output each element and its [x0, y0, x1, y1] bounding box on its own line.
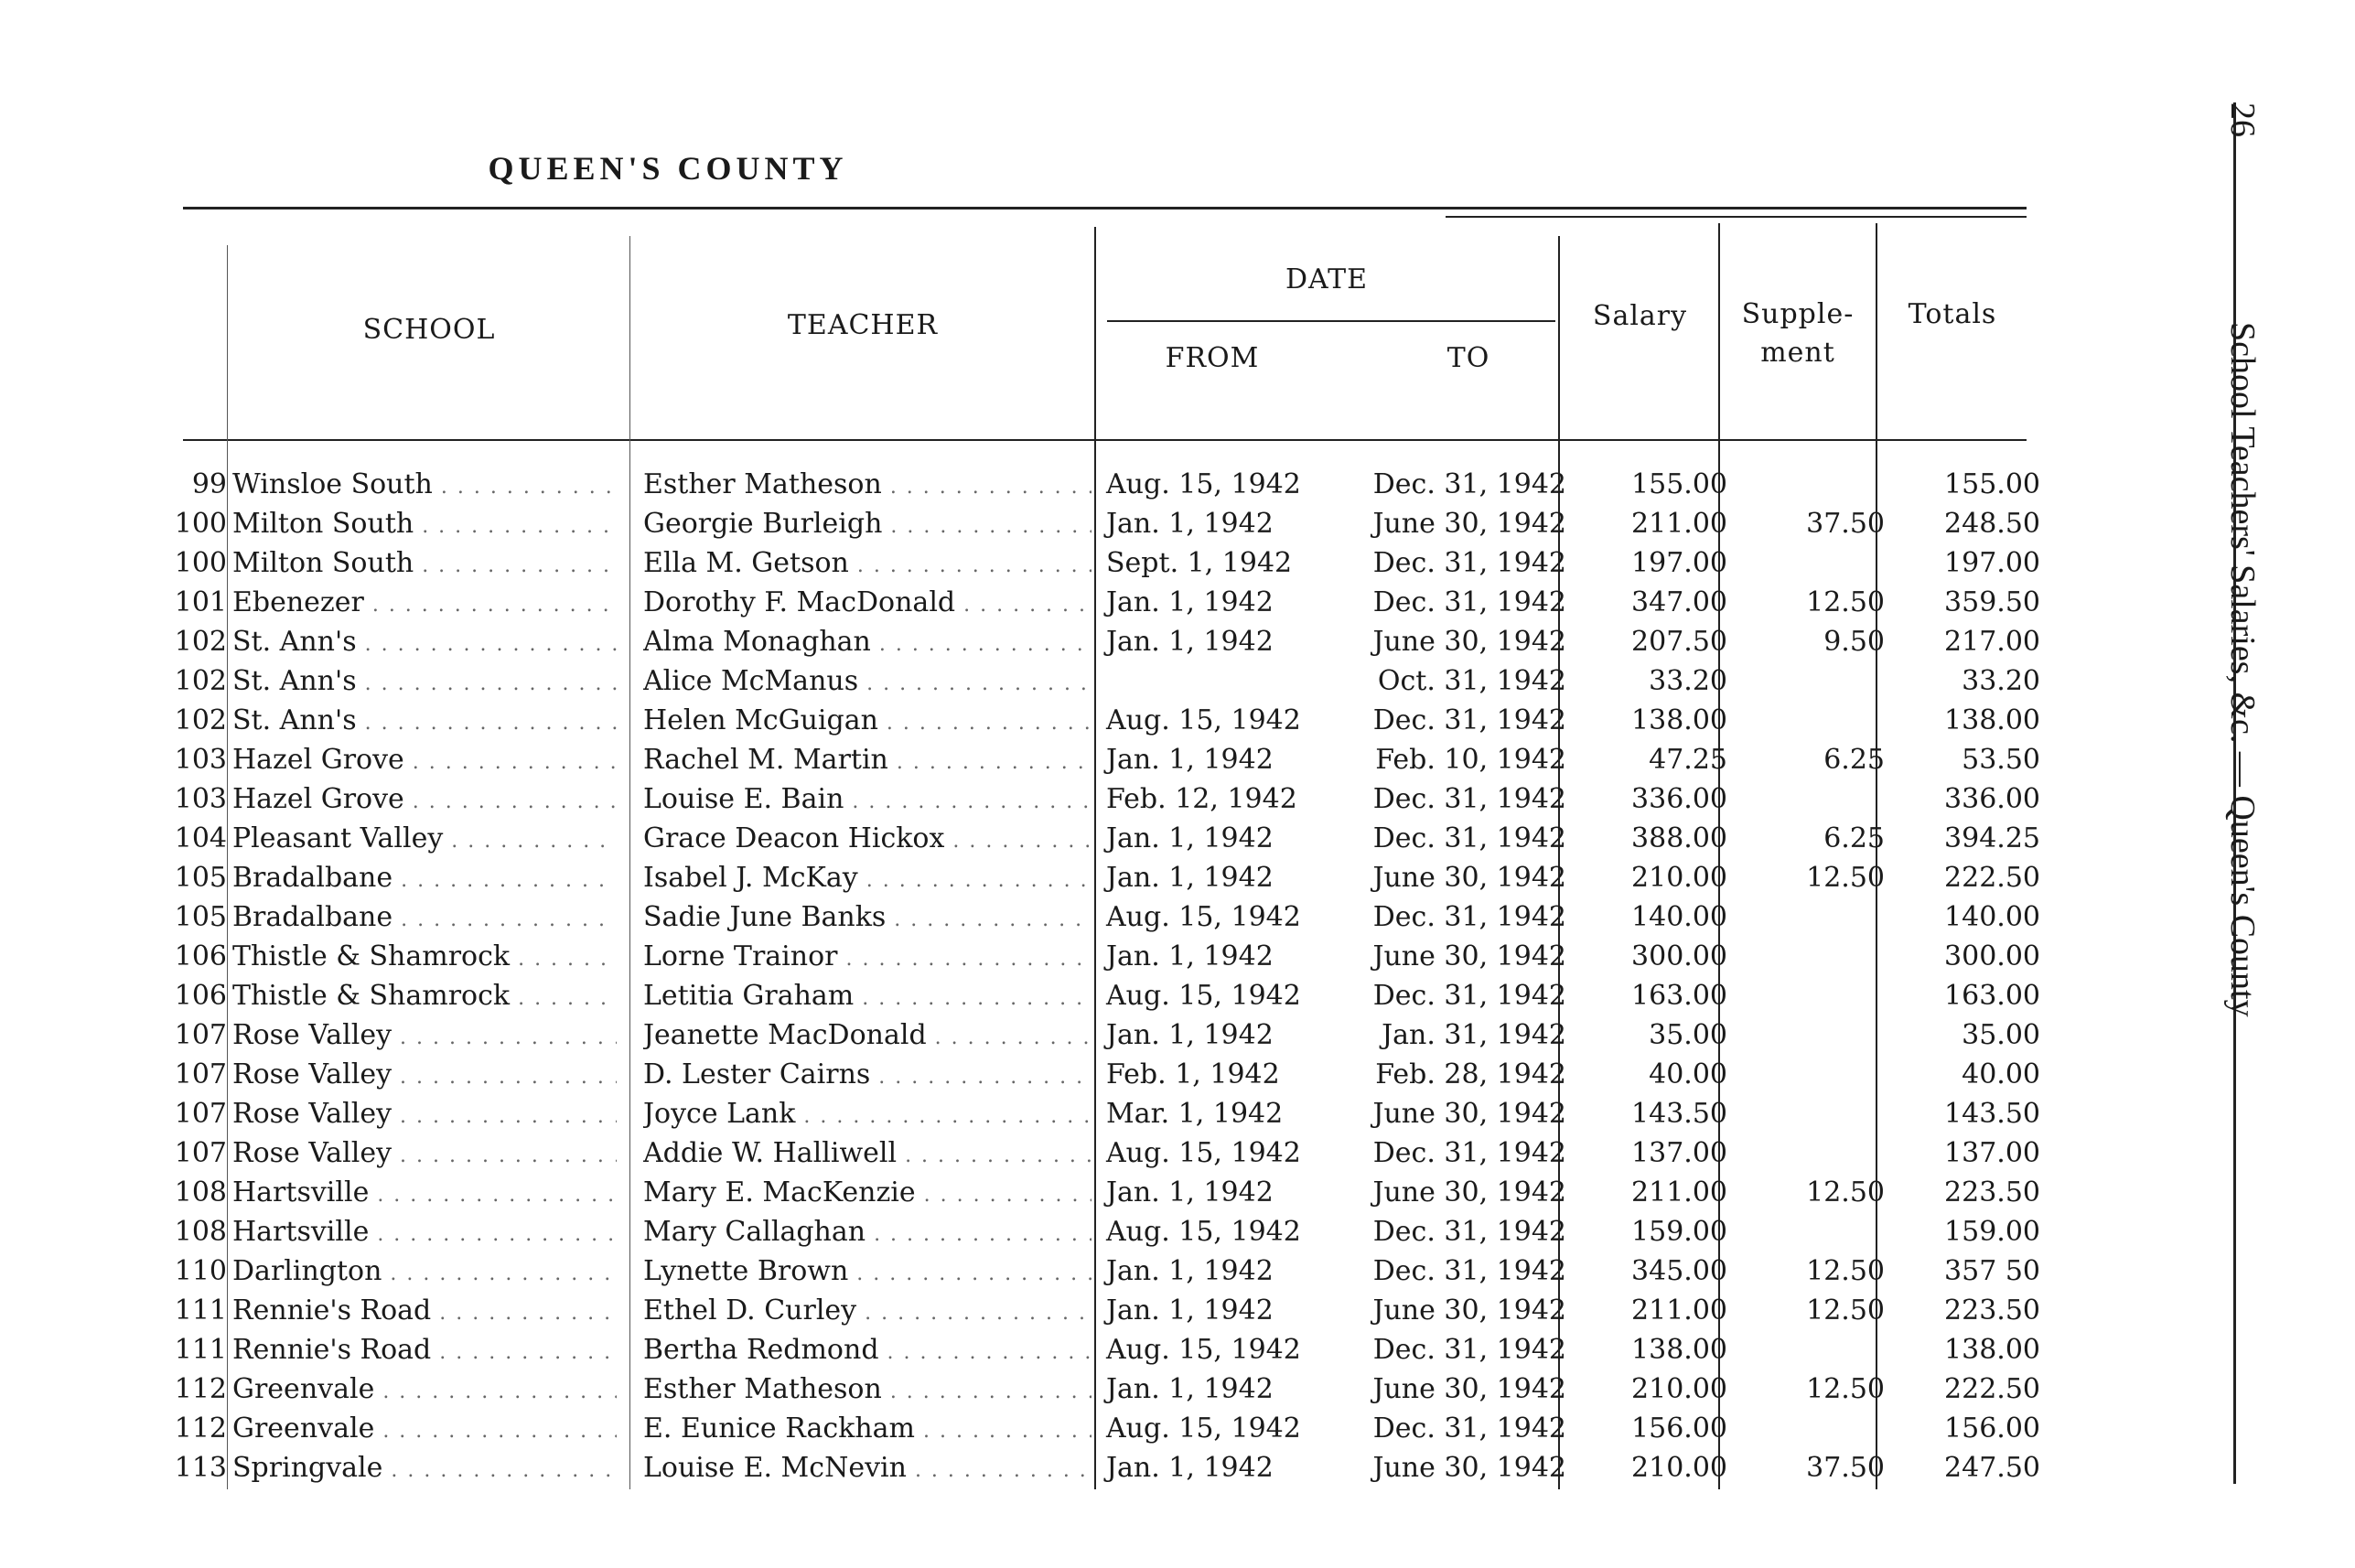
date-from-cell: Jan. 1, 1942: [1106, 1255, 1274, 1287]
table-row: [0, 901, 2104, 940]
salary-cell: 336.00: [1631, 783, 1727, 815]
row-number: 99: [191, 468, 227, 500]
salary-cell: 207.50: [1631, 626, 1727, 658]
teacher-cell: Addie W. Halliwell . . .: [643, 1137, 1091, 1169]
table-row: [0, 1176, 2104, 1216]
teacher-cell: Alice McManus . . .: [643, 665, 1091, 697]
salary-cell: 345.00: [1631, 1255, 1727, 1287]
total-cell: 140.00: [1944, 901, 2040, 933]
school-cell: Darlington . . .: [232, 1255, 617, 1287]
table-row: [0, 547, 2104, 586]
supplement-cell: 12.50: [1806, 1176, 1885, 1208]
date-from-cell: Aug. 15, 1942: [1106, 1334, 1301, 1366]
total-cell: 156.00: [1944, 1412, 2040, 1444]
table-row: [0, 1412, 2104, 1452]
school-cell: Hartsville . . .: [232, 1176, 617, 1208]
date-to-cell: Feb. 10, 1942: [1375, 744, 1566, 776]
date-from-cell: Jan. 1, 1942: [1106, 744, 1274, 776]
row-number: 112: [174, 1373, 227, 1405]
row-number: 112: [174, 1412, 227, 1444]
teacher-cell: Georgie Burleigh . . .: [643, 508, 1091, 540]
row-number: 101: [174, 586, 227, 618]
teacher-cell: Dorothy F. MacDonald . . .: [643, 586, 1091, 618]
teacher-cell: Lynette Brown . . .: [643, 1255, 1091, 1287]
running-head-block: [2210, 102, 2268, 1493]
total-cell: 222.50: [1944, 862, 2040, 894]
date-to-cell: Dec. 31, 1942: [1372, 704, 1566, 736]
date-to-cell: June 30, 1942: [1372, 626, 1566, 658]
teacher-cell: Alma Monaghan . . .: [643, 626, 1091, 658]
table-row: [0, 1216, 2104, 1255]
teacher-cell: Helen McGuigan . . .: [643, 704, 1091, 736]
teacher-cell: Mary Callaghan . . .: [643, 1216, 1091, 1248]
school-cell: Ebenezer . . .: [232, 586, 617, 618]
teacher-cell: Rachel M. Martin . . .: [643, 744, 1091, 776]
page-title: QUEEN'S COUNTY: [488, 150, 848, 187]
row-number: 107: [174, 1098, 227, 1130]
total-cell: 248.50: [1944, 508, 2040, 540]
school-cell: Hartsville . . .: [232, 1216, 617, 1248]
date-to-cell: Dec. 31, 1942: [1372, 1137, 1566, 1169]
teacher-cell: Louise E. McNevin . . .: [643, 1452, 1091, 1484]
table-row: [0, 862, 2104, 901]
teacher-cell: Ethel D. Curley . . .: [643, 1294, 1091, 1326]
salary-cell: 211.00: [1631, 508, 1727, 540]
date-from-cell: Jan. 1, 1942: [1106, 940, 1274, 972]
date-from-cell: Aug. 15, 1942: [1106, 468, 1301, 500]
date-from-cell: Aug. 15, 1942: [1106, 1216, 1301, 1248]
school-cell: St. Ann's . . .: [232, 665, 617, 697]
total-cell: 155.00: [1944, 468, 2040, 500]
total-cell: 223.50: [1944, 1294, 2040, 1326]
date-from-cell: Jan. 1, 1942: [1106, 626, 1274, 658]
total-cell: 394.25: [1944, 822, 2040, 854]
row-number: 113: [174, 1452, 227, 1484]
row-number: 104: [174, 822, 227, 854]
salary-cell: 211.00: [1631, 1294, 1727, 1326]
date-from-cell: Feb. 12, 1942: [1106, 783, 1297, 815]
row-number: 102: [174, 704, 227, 736]
total-cell: 35.00: [1962, 1019, 2040, 1051]
table-row: [0, 744, 2104, 783]
school-cell: Bradalbane . . .: [232, 862, 617, 894]
row-number: 108: [174, 1176, 227, 1208]
total-cell: 217.00: [1944, 626, 2040, 658]
school-cell: Milton South . . .: [232, 508, 617, 540]
total-cell: 357 50: [1944, 1255, 2040, 1287]
date-from-cell: Aug. 15, 1942: [1106, 704, 1301, 736]
salary-cell: 138.00: [1631, 1334, 1727, 1366]
row-number: 103: [174, 744, 227, 776]
row-number: 102: [174, 626, 227, 658]
supplement-cell: 12.50: [1806, 862, 1885, 894]
header-from: FROM: [1165, 342, 1260, 374]
row-number: 100: [174, 547, 227, 579]
table-row: [0, 626, 2104, 665]
header-bottom-rule: [183, 439, 2027, 441]
total-cell: 359.50: [1944, 586, 2040, 618]
date-from-cell: Jan. 1, 1942: [1106, 508, 1274, 540]
header-teacher: TEACHER: [787, 309, 939, 341]
salary-cell: 155.00: [1631, 468, 1727, 500]
table-row: [0, 586, 2104, 626]
date-to-cell: Feb. 28, 1942: [1375, 1058, 1566, 1090]
table-row: [0, 1255, 2104, 1294]
teacher-cell: Esther Matheson . . .: [643, 468, 1091, 500]
date-from-cell: Jan. 1, 1942: [1106, 586, 1274, 618]
table-row: [0, 1137, 2104, 1176]
total-cell: 137.00: [1944, 1137, 2040, 1169]
salary-cell: 140.00: [1631, 901, 1727, 933]
row-number: 106: [174, 940, 227, 972]
total-cell: 247.50: [1944, 1452, 2040, 1484]
teacher-cell: E. Eunice Rackham . . .: [643, 1412, 1091, 1444]
header-date: DATE: [1285, 263, 1368, 295]
total-cell: 163.00: [1944, 980, 2040, 1012]
salary-cell: 210.00: [1631, 1373, 1727, 1405]
school-cell: Pleasant Valley . . .: [232, 822, 617, 854]
row-number: 105: [174, 901, 227, 933]
salary-cell: 40.00: [1649, 1058, 1727, 1090]
school-cell: Greenvale . . .: [232, 1373, 617, 1405]
date-to-cell: Dec. 31, 1942: [1372, 1216, 1566, 1248]
teacher-cell: Isabel J. McKay . . .: [643, 862, 1091, 894]
total-cell: 143.50: [1944, 1098, 2040, 1130]
salary-cell: 300.00: [1631, 940, 1727, 972]
date-to-cell: Oct. 31, 1942: [1377, 665, 1566, 697]
teacher-cell: Joyce Lank . . .: [643, 1098, 1091, 1130]
school-cell: St. Ann's . . .: [232, 704, 617, 736]
date-to-cell: Dec. 31, 1942: [1372, 1412, 1566, 1444]
total-cell: 300.00: [1944, 940, 2040, 972]
salary-cell: 143.50: [1631, 1098, 1727, 1130]
total-cell: 53.50: [1962, 744, 2040, 776]
date-to-cell: June 30, 1942: [1372, 1452, 1566, 1484]
date-to-cell: June 30, 1942: [1372, 1176, 1566, 1208]
table-row: [0, 980, 2104, 1019]
salary-cell: 138.00: [1631, 704, 1727, 736]
total-cell: 159.00: [1944, 1216, 2040, 1248]
header-school: SCHOOL: [362, 314, 496, 346]
school-cell: Thistle & Shamrock . . .: [232, 940, 617, 972]
date-from-cell: Jan. 1, 1942: [1106, 862, 1274, 894]
date-to-cell: Dec. 31, 1942: [1372, 468, 1566, 500]
teacher-cell: Lorne Trainor . . .: [643, 940, 1091, 972]
table-row: [0, 704, 2104, 744]
salary-cell: 388.00: [1631, 822, 1727, 854]
salary-cell: 33.20: [1649, 665, 1727, 697]
table-row: [0, 1334, 2104, 1373]
row-number: 107: [174, 1137, 227, 1169]
supplement-cell: 6.25: [1823, 822, 1885, 854]
total-cell: 336.00: [1944, 783, 2040, 815]
date-from-cell: Jan. 1, 1942: [1106, 1452, 1274, 1484]
total-cell: 197.00: [1944, 547, 2040, 579]
table-row: [0, 468, 2104, 508]
salary-cell: 159.00: [1631, 1216, 1727, 1248]
school-cell: Springvale . . .: [232, 1452, 617, 1484]
teacher-cell: Bertha Redmond . . .: [643, 1334, 1091, 1366]
date-to-cell: June 30, 1942: [1372, 1098, 1566, 1130]
school-cell: Thistle & Shamrock . . .: [232, 980, 617, 1012]
row-number: 106: [174, 980, 227, 1012]
total-cell: 138.00: [1944, 1334, 2040, 1366]
date-to-cell: June 30, 1942: [1372, 940, 1566, 972]
school-cell: Rennie's Road . . .: [232, 1334, 617, 1366]
teacher-cell: Mary E. MacKenzie . . .: [643, 1176, 1091, 1208]
school-cell: Milton South . . .: [232, 547, 617, 579]
top-rule: [183, 207, 2027, 209]
date-to-cell: June 30, 1942: [1372, 1373, 1566, 1405]
total-cell: 223.50: [1944, 1176, 2040, 1208]
row-number: 107: [174, 1058, 227, 1090]
date-to-cell: Dec. 31, 1942: [1372, 1334, 1566, 1366]
date-from-cell: Aug. 15, 1942: [1106, 1412, 1301, 1444]
date-to-cell: Dec. 31, 1942: [1372, 901, 1566, 933]
salary-cell: 156.00: [1631, 1412, 1727, 1444]
school-cell: Rennie's Road . . .: [232, 1294, 617, 1326]
date-to-cell: Dec. 31, 1942: [1372, 586, 1566, 618]
table-row: [0, 783, 2104, 822]
top-rule-thin: [1446, 216, 2027, 218]
teacher-cell: Sadie June Banks . . .: [643, 901, 1091, 933]
date-from-cell: Aug. 15, 1942: [1106, 1137, 1301, 1169]
total-cell: 222.50: [1944, 1373, 2040, 1405]
date-to-cell: Dec. 31, 1942: [1372, 822, 1566, 854]
date-from-cell: Aug. 15, 1942: [1106, 901, 1301, 933]
total-cell: 33.20: [1962, 665, 2040, 697]
date-from-cell: Jan. 1, 1942: [1106, 1373, 1274, 1405]
school-cell: Rose Valley . . .: [232, 1019, 617, 1051]
row-number: 111: [174, 1294, 227, 1326]
row-number: 111: [174, 1334, 227, 1366]
salary-cell: 211.00: [1631, 1176, 1727, 1208]
row-number: 103: [174, 783, 227, 815]
table-row: [0, 1098, 2104, 1137]
teacher-cell: D. Lester Cairns . . .: [643, 1058, 1091, 1090]
school-cell: Hazel Grove . . .: [232, 744, 617, 776]
teacher-cell: Louise E. Bain . . .: [643, 783, 1091, 815]
supplement-cell: 12.50: [1806, 1373, 1885, 1405]
salary-cell: 137.00: [1631, 1137, 1727, 1169]
salary-cell: 163.00: [1631, 980, 1727, 1012]
school-cell: Greenvale . . .: [232, 1412, 617, 1444]
teacher-cell: Jeanette MacDonald . . .: [643, 1019, 1091, 1051]
supplement-cell: 12.50: [1806, 1294, 1885, 1326]
row-number: 110: [174, 1255, 227, 1287]
total-cell: 138.00: [1944, 704, 2040, 736]
total-cell: 40.00: [1962, 1058, 2040, 1090]
supplement-cell: 9.50: [1823, 626, 1885, 658]
table-row: [0, 940, 2104, 980]
salary-cell: 210.00: [1631, 862, 1727, 894]
row-number: 107: [174, 1019, 227, 1051]
salary-cell: 197.00: [1631, 547, 1727, 579]
table-row: [0, 508, 2104, 547]
table-row: [0, 1058, 2104, 1098]
header-to: TO: [1446, 342, 1490, 374]
salary-cell: 47.25: [1649, 744, 1727, 776]
teacher-cell: Esther Matheson . . .: [643, 1373, 1091, 1405]
row-number: 108: [174, 1216, 227, 1248]
supplement-cell: 6.25: [1823, 744, 1885, 776]
date-from-cell: Mar. 1, 1942: [1106, 1098, 1284, 1130]
table-row: [0, 1373, 2104, 1412]
header-totals: Totals: [1908, 298, 1997, 330]
row-number: 105: [174, 862, 227, 894]
teacher-cell: Ella M. Getson . . .: [643, 547, 1091, 579]
school-cell: St. Ann's . . .: [232, 626, 617, 658]
header-supplement-line2: ment: [1760, 337, 1835, 369]
row-number: 100: [174, 508, 227, 540]
date-from-cell: Jan. 1, 1942: [1106, 822, 1274, 854]
teacher-cell: Letitia Graham . . .: [643, 980, 1091, 1012]
date-to-cell: June 30, 1942: [1372, 1294, 1566, 1326]
supplement-cell: 37.50: [1806, 508, 1885, 540]
date-to-cell: Dec. 31, 1942: [1372, 547, 1566, 579]
school-cell: Rose Valley . . .: [232, 1098, 617, 1130]
table-row: [0, 1452, 2104, 1491]
header-supplement-line1: Supple-: [1741, 298, 1855, 330]
table-row: [0, 822, 2104, 862]
date-from-cell: Sept. 1, 1942: [1106, 547, 1293, 579]
school-cell: Rose Valley . . .: [232, 1058, 617, 1090]
date-from-cell: Jan. 1, 1942: [1106, 1294, 1274, 1326]
salary-cell: 347.00: [1631, 586, 1727, 618]
table-row: [0, 1019, 2104, 1058]
supplement-cell: 37.50: [1806, 1452, 1885, 1484]
page-number: 26: [2223, 102, 2262, 137]
salary-cell: 35.00: [1649, 1019, 1727, 1051]
running-head: School Teachers' Salaries, &c. — Queen's County: [2223, 322, 2262, 1017]
date-from-cell: Aug. 15, 1942: [1106, 980, 1301, 1012]
date-from-cell: Feb. 1, 1942: [1106, 1058, 1280, 1090]
supplement-cell: 12.50: [1806, 586, 1885, 618]
table-row: [0, 665, 2104, 704]
row-number: 102: [174, 665, 227, 697]
date-to-cell: Dec. 31, 1942: [1372, 783, 1566, 815]
date-divider-rule: [1107, 320, 1555, 322]
school-cell: Bradalbane . . .: [232, 901, 617, 933]
school-cell: Rose Valley . . .: [232, 1137, 617, 1169]
date-from-cell: Jan. 1, 1942: [1106, 1019, 1274, 1051]
date-to-cell: Dec. 31, 1942: [1372, 1255, 1566, 1287]
supplement-cell: 12.50: [1806, 1255, 1885, 1287]
date-to-cell: Dec. 31, 1942: [1372, 980, 1566, 1012]
school-cell: Winsloe South . . .: [232, 468, 617, 500]
date-to-cell: June 30, 1942: [1372, 508, 1566, 540]
salary-cell: 210.00: [1631, 1452, 1727, 1484]
date-from-cell: Jan. 1, 1942: [1106, 1176, 1274, 1208]
table-row: [0, 1294, 2104, 1334]
school-cell: Hazel Grove . . .: [232, 783, 617, 815]
date-to-cell: June 30, 1942: [1372, 862, 1566, 894]
date-to-cell: Jan. 31, 1942: [1382, 1019, 1566, 1051]
header-salary: Salary: [1592, 300, 1688, 332]
teacher-cell: Grace Deacon Hickox . . .: [643, 822, 1091, 854]
